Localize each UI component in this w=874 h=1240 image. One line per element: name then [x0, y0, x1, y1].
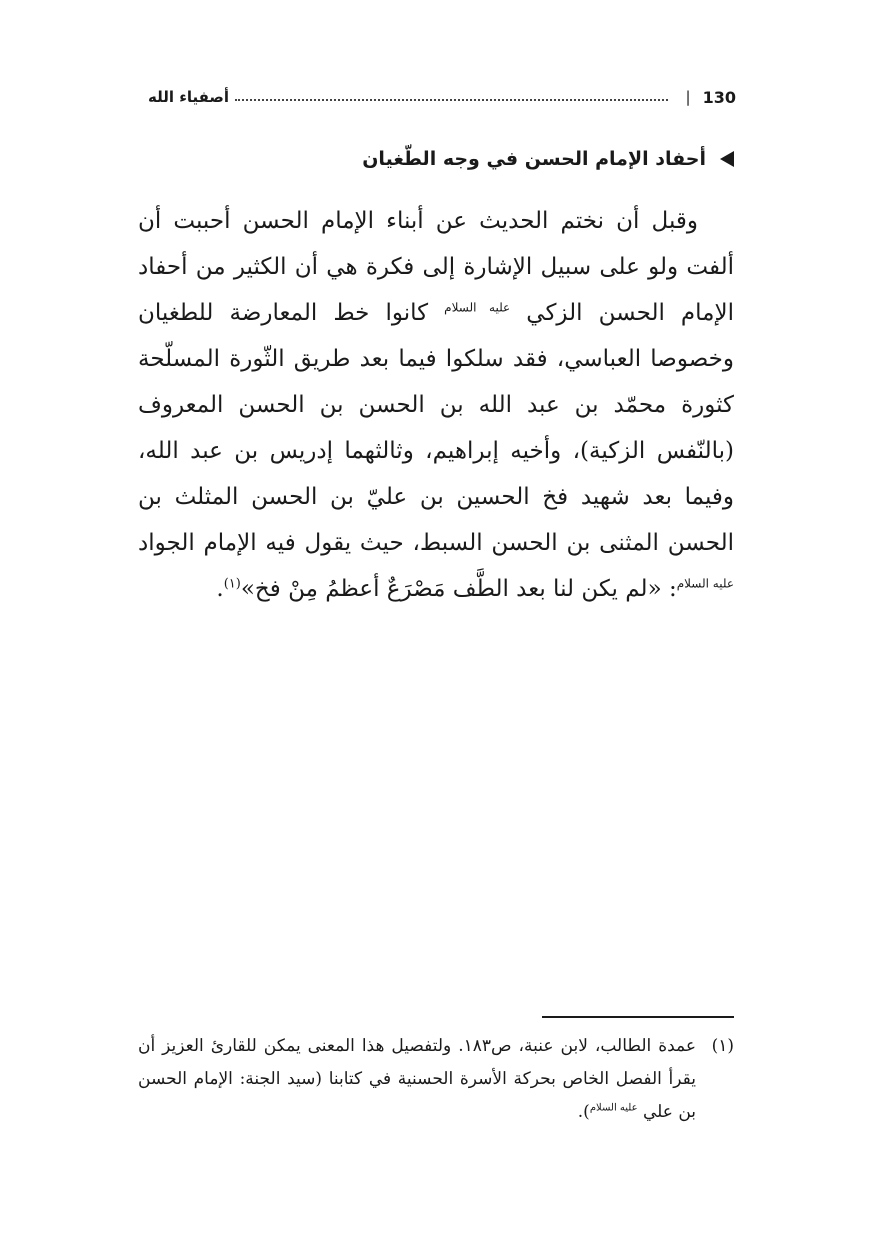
body-text — [138, 198, 734, 612]
footnote-text: عمدة الطالب، لابن عنبة، ص١٨٣. ولتفصيل هذا المعنى يمكن للقارئ العزيز أن يقرأ الفصل الخاص بحركة الأسرة الحسنية في كتابنا (سيد الجنة: الإمام الحسن بن علي — [138, 1036, 697, 1122]
running-header — [148, 84, 736, 110]
footnotes — [138, 1030, 734, 1129]
paragraph-end: . — [216, 576, 224, 602]
paragraph-text-2: كانوا خط المعارضة للطغيان وخصوصا العباسي، فقد سلكوا فيما بعد طريق الثّورة المسلّحة كثورة محمّد بن عبد الله بن الحسن بن الحسن المعروف (بالنّفس الزكية)، وأخيه إبراهيم، وثالثهما إدريس بن عبد الله، وفيما بعد شهيد فخ الحسين بن عليّ بن الحسن المثلث بن الحسن المثنى بن الحسن السبط، حيث يقول فيه الإمام الجواد — [138, 300, 734, 556]
book-title: أصفياء الله — [148, 88, 230, 106]
triangle-pointer-icon — [720, 151, 734, 167]
page-number: 130 — [702, 87, 736, 107]
footnote-separator-rule — [542, 1016, 734, 1018]
honorific-glyph: عليه السلام — [444, 300, 511, 315]
body-paragraph — [138, 198, 734, 612]
section-heading — [362, 148, 734, 170]
footnote-number: (١) — [711, 1036, 735, 1056]
paragraph-text-1: وقبل أن نختم الحديث عن أبناء الإمام الحسن أحببت أن ألفت ولو على سبيل الإشارة إلى فكرة هي أن الكثير من أحفاد الإمام الحسن الزكي — [138, 208, 734, 326]
footnote-reference[interactable]: (١) — [223, 576, 241, 592]
dot-leader — [235, 99, 667, 101]
footnote-closing: ). — [577, 1102, 590, 1122]
section-heading-text: أحفاد الإمام الحسن في وجه الطّغيان — [362, 148, 706, 170]
quotation-text: : «لم يكن لنا بعد الطَّف مَصْرَعٌ أعظمُ مِنْ فخ» — [240, 576, 677, 602]
footnote-item — [138, 1030, 734, 1129]
header-separator: | — [685, 88, 691, 106]
honorific-glyph: عليه السلام — [676, 576, 734, 591]
honorific-glyph: عليه السلام — [589, 1102, 638, 1114]
